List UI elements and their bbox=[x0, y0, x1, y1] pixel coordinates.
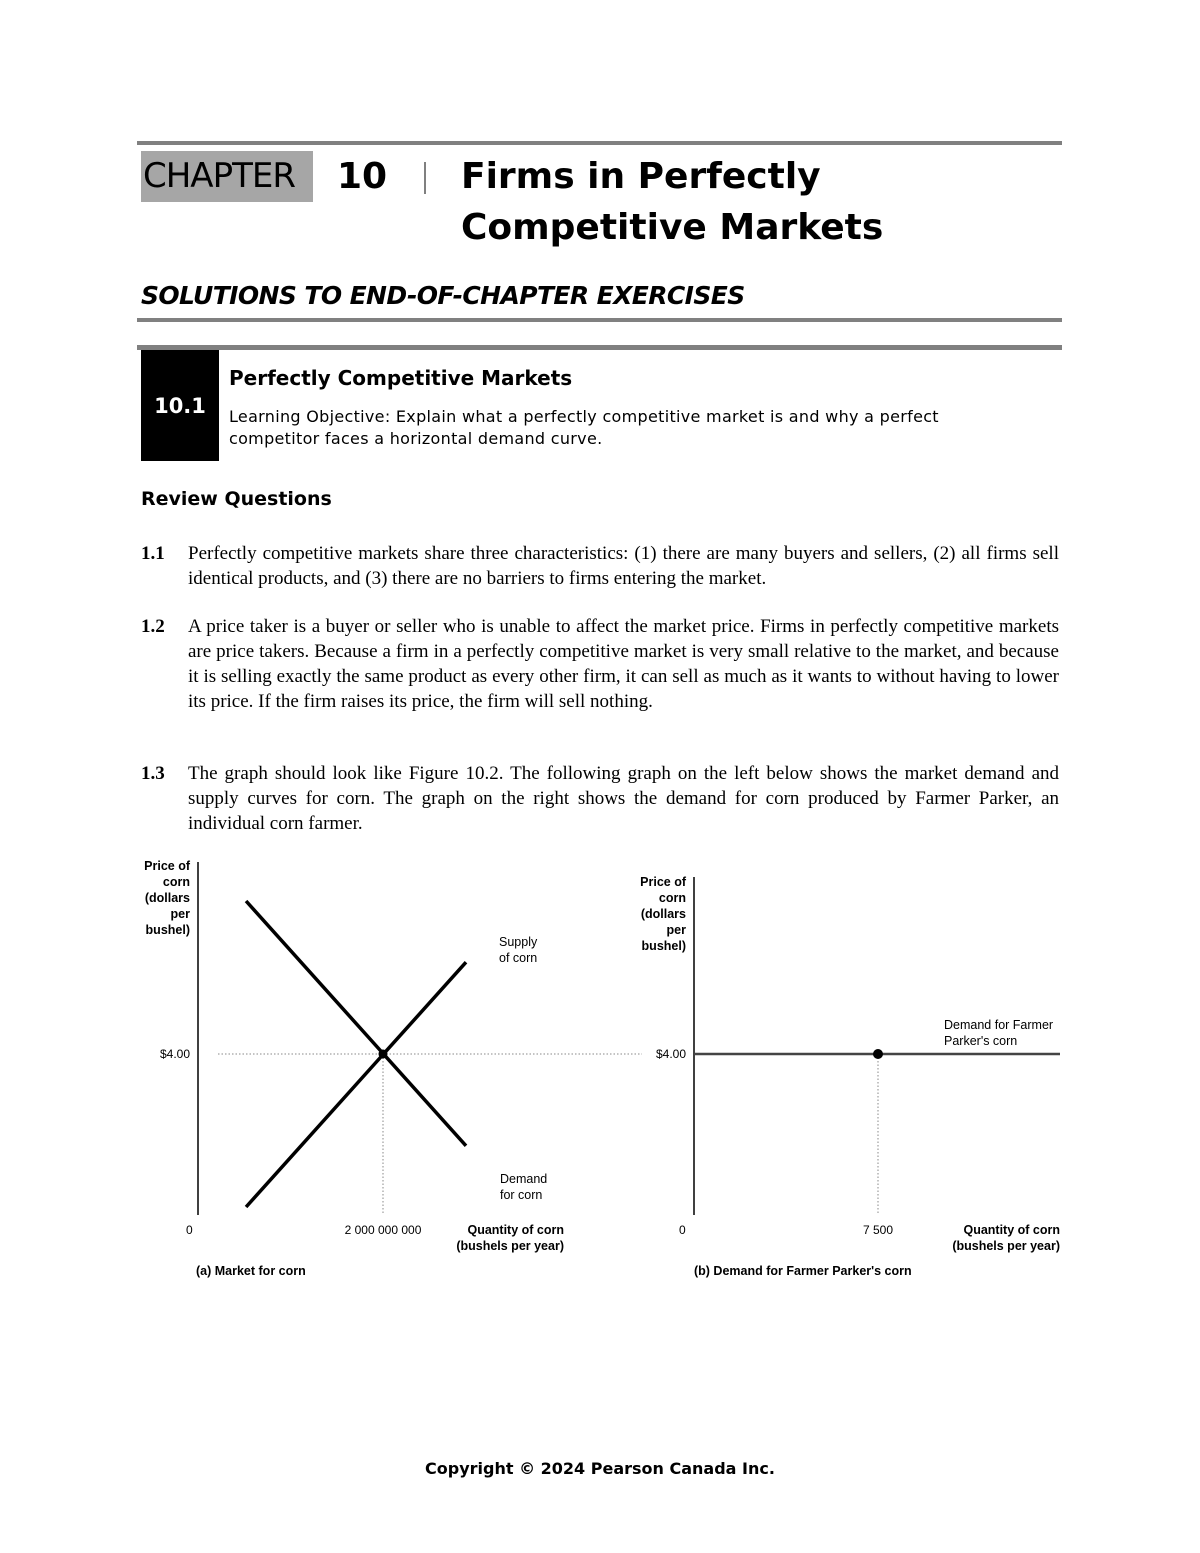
objective-rule bbox=[137, 345, 1062, 350]
svg-text:bushel): bushel) bbox=[641, 939, 686, 953]
supply-label-line: Supply bbox=[499, 935, 538, 949]
svg-text:(bushels per year): (bushels per year) bbox=[952, 1239, 1060, 1253]
demand-label-line: Parker's corn bbox=[944, 1034, 1018, 1048]
demand-label-line: for corn bbox=[500, 1188, 543, 1202]
svg-text:Price of: Price of bbox=[144, 859, 190, 873]
svg-text:(dollars: (dollars bbox=[640, 907, 686, 921]
chart-title: (a) Market for corn bbox=[196, 1264, 306, 1278]
x-axis-label bbox=[456, 1223, 564, 1253]
demand-curve bbox=[246, 901, 466, 1146]
supply-label-line: of corn bbox=[499, 951, 538, 965]
objective-title: Perfectly Competitive Markets bbox=[229, 366, 573, 390]
origin-label: 0 bbox=[186, 1223, 193, 1237]
demand-label bbox=[500, 1172, 547, 1202]
section-rule bbox=[137, 318, 1062, 322]
demand-point bbox=[873, 1049, 883, 1059]
svg-text:per: per bbox=[170, 907, 190, 921]
chapter-number: 10 bbox=[337, 156, 388, 197]
svg-text:(dollars: (dollars bbox=[144, 891, 190, 905]
svg-text:bushel): bushel) bbox=[145, 923, 190, 937]
y-axis-label bbox=[144, 859, 191, 937]
origin-label: 0 bbox=[679, 1223, 686, 1237]
chapter-label: CHAPTER bbox=[141, 151, 313, 202]
top-rule bbox=[137, 141, 1062, 145]
svg-text:(bushels per year): (bushels per year) bbox=[456, 1239, 564, 1253]
x-tick-label: 2 000 000 000 bbox=[344, 1223, 422, 1237]
equilibrium-point bbox=[379, 1050, 388, 1059]
chapter-separator bbox=[424, 162, 426, 194]
supply-curve bbox=[246, 962, 466, 1207]
copyright-footer: Copyright © 2024 Pearson Canada Inc. bbox=[425, 1459, 775, 1478]
x-axis-label bbox=[952, 1223, 1060, 1253]
supply-label bbox=[499, 935, 538, 965]
demand-label bbox=[944, 1018, 1053, 1048]
demand-label-line: Demand bbox=[500, 1172, 548, 1186]
demand-label-line: Demand for Farmer bbox=[944, 1018, 1054, 1032]
section-heading: SOLUTIONS TO END-OF-CHAPTER EXERCISES bbox=[141, 281, 745, 310]
chapter-title: Firms in Perfectly Competitive Markets bbox=[461, 156, 884, 248]
y-tick-label: $4.00 bbox=[655, 1047, 686, 1061]
market-for-corn-chart bbox=[130, 850, 650, 1290]
question-answer: Perfectly competitive markets share three characteristics: (1) there are many buyers and sellers, (2) all firms sell identical products, and (3) there are no barriers to firms entering the market. bbox=[188, 543, 1059, 589]
chart-title: (b) Demand for Farmer Parker's corn bbox=[694, 1264, 912, 1278]
farmer-parker-demand-chart bbox=[628, 865, 1068, 1290]
review-questions-heading: Review Questions bbox=[141, 488, 332, 510]
x-tick-label: 7 500 bbox=[862, 1223, 894, 1237]
svg-text:per: per bbox=[666, 923, 686, 937]
svg-text:Quantity of corn: Quantity of corn bbox=[467, 1223, 564, 1237]
question-number: 1.3 bbox=[141, 763, 165, 784]
objective-text: Learning Objective: Explain what a perfectly competitive market is and why a perfect competitor faces a horizontal demand curve. bbox=[229, 407, 939, 448]
svg-text:Quantity of corn: Quantity of corn bbox=[963, 1223, 1060, 1237]
svg-text:Price of: Price of bbox=[640, 875, 686, 889]
question-answer: The graph should look like Figure 10.2. The following graph on the left below shows the market demand and supply curves for corn. The graph on the right shows the demand for corn produced by Farmer Parker, an individual corn farmer. bbox=[188, 763, 1059, 834]
y-axis-label bbox=[640, 875, 687, 953]
question-number: 1.2 bbox=[141, 616, 165, 637]
question-answer: A price taker is a buyer or seller who is unable to affect the market price. Firms in perfectly competitive markets are price takers. Because a firm in a perfectly competitive market is very small relative to the market, and because it is selling exactly the same product as every other firm, it can sell as much as it wants to without having to lower its price. If the firm raises its price, the firm will sell nothing. bbox=[188, 616, 1059, 712]
svg-text:corn: corn bbox=[162, 875, 190, 889]
svg-text:corn: corn bbox=[658, 891, 686, 905]
objective-number-box: 10.1 bbox=[141, 350, 219, 461]
y-tick-label: $4.00 bbox=[159, 1047, 190, 1061]
question-number: 1.1 bbox=[141, 543, 165, 564]
